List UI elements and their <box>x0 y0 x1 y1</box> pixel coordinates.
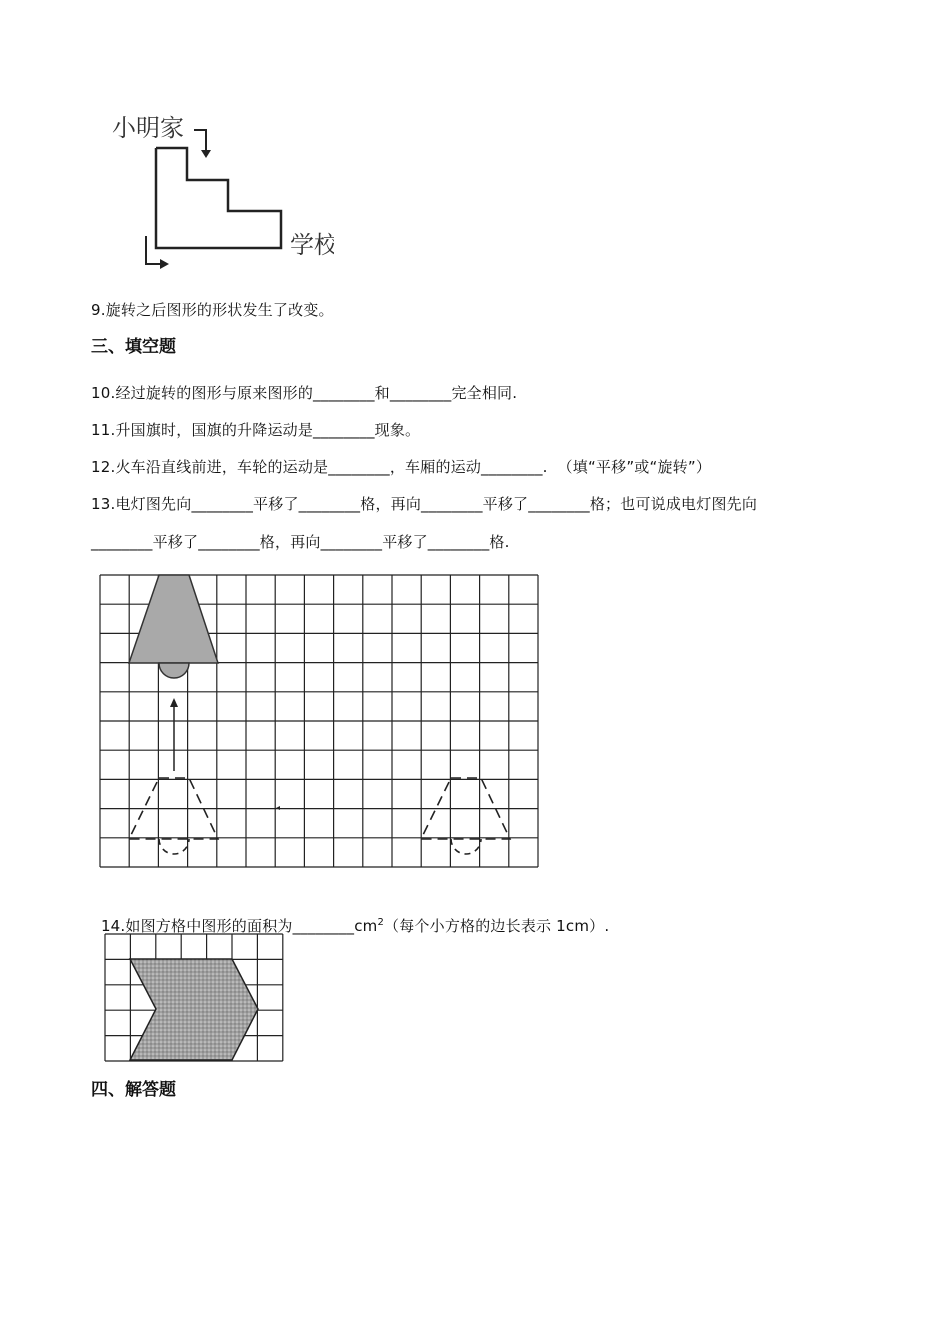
question-14-note: （每个小方格的边长表示 1cm）. <box>384 917 610 935</box>
section-4-title: 四、解答题 <box>91 1080 176 1100</box>
home-label: 小明家 <box>112 114 184 142</box>
question-10: 10.经过旋转的图形与原来图形的________和________完全相同. <box>91 384 518 402</box>
arrow-up-icon <box>170 698 178 771</box>
lamp-outline-original <box>129 778 218 854</box>
route-figure <box>104 108 334 278</box>
school-label: 学校 <box>290 231 334 259</box>
question-9: 9.旋转之后图形的形状发生了改变。 <box>91 301 334 319</box>
area-grid-figure <box>104 933 288 1063</box>
arrow-right-icon <box>146 236 169 269</box>
unit-exponent: 2 <box>377 917 385 928</box>
question-12: 12.火车沿直线前进，车轮的运动是________，车厢的运动________. （填“平移”或“旋转”） <box>91 458 712 476</box>
route-path <box>156 148 281 248</box>
route-map <box>104 108 334 278</box>
question-13-line-1: 13.电灯图先向________平移了________格，再向________平移了________格；也可说成电灯图先向 <box>91 495 758 513</box>
section-3-title: 三、填空题 <box>91 337 176 357</box>
question-11: 11.升国旗时，国旗的升降运动是________现象。 <box>91 421 421 439</box>
lamp-grid-figure <box>98 573 542 869</box>
chevron-shape <box>130 959 258 1060</box>
arrow-down-icon <box>194 130 211 158</box>
area-grid <box>104 933 288 1063</box>
arrow-left-icon <box>276 806 280 810</box>
lamp-outline-moved <box>421 778 510 854</box>
question-14-text: 14.如图方格中图形的面积为________cm <box>100 917 378 935</box>
lamp-grid <box>98 573 542 869</box>
lamp-shape <box>129 575 218 678</box>
question-13-line-2: ________平移了________格，再向________平移了________格. <box>91 533 510 551</box>
question-14 <box>91 893 609 936</box>
